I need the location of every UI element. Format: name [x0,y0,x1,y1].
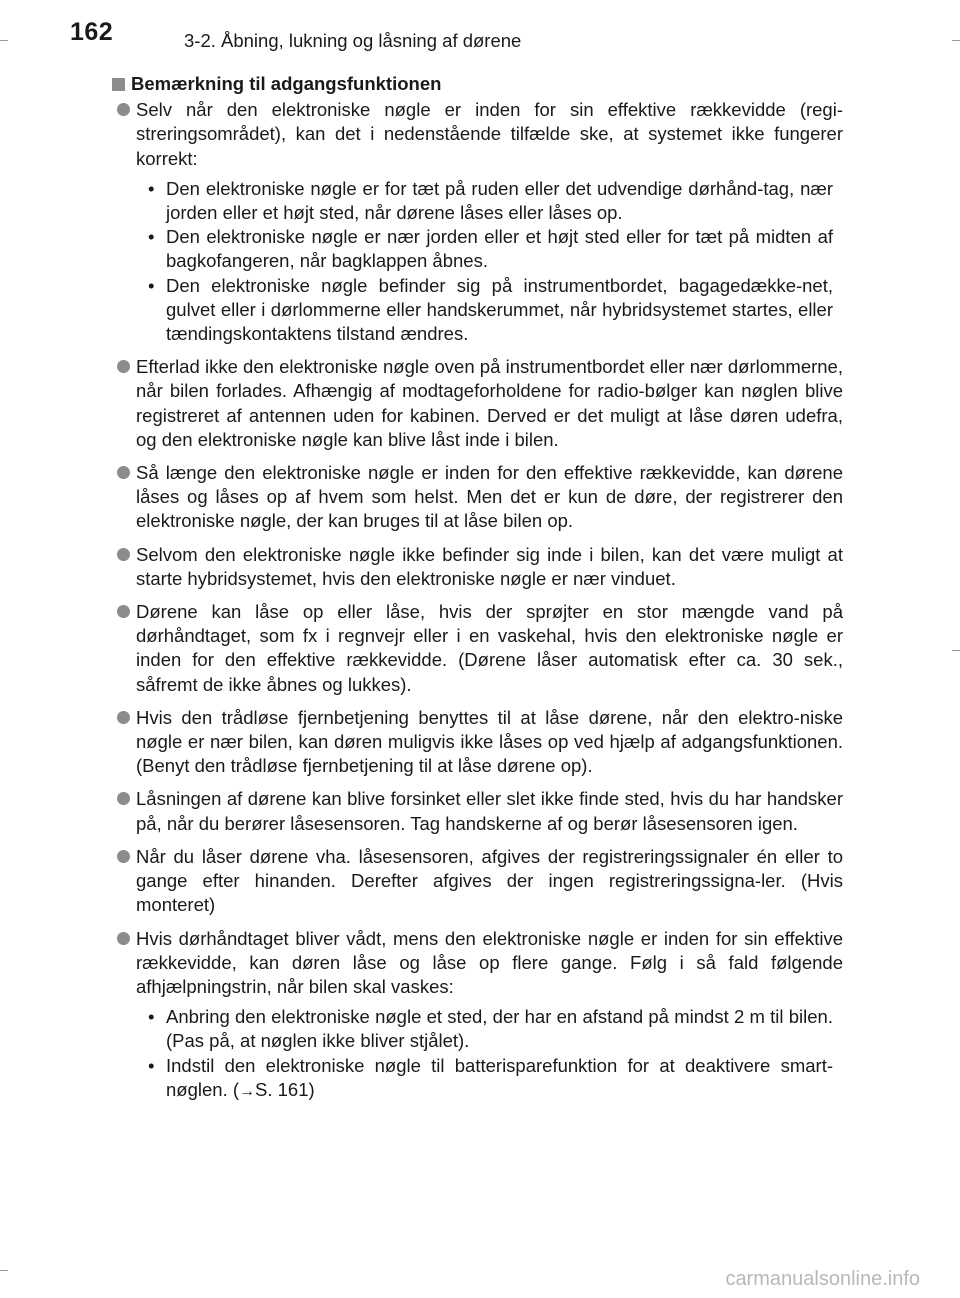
list-item [112,543,843,591]
item-text: Hvis den trådløse fjernbetjening benyttes til at låse dørene, når den elektro-niske nøgle er nær bilen, kan døren muligvis ikke låses op ved hjælp af adgangsfunktionen. (Benyt den trådløse fjernbetjening til at låse dørene op). [136,706,843,777]
dot-bullet: • [148,1054,155,1076]
page-number: 162 [70,18,114,46]
item-text: Så længe den elektroniske nøgle er inden for den effektive rækkevidde, kan dørene låses og låses op af hvem som helst. Men det er kun de døre, der registrerer den elektroniske nøgle, der kan bruges til at låse bilen op. [136,462,843,532]
circle-bullet-icon [117,548,130,561]
list-item [112,461,843,534]
crop-mark [0,40,8,41]
item-text: Efterlad ikke den elektroniske nøgle oven på instrumentbordet eller nær dørlommerne, når bilen forlades. Afhængig af modtageforholdene for radio-bølger kan nøglen blive registreret af antennen uden for kabinen. Derved er det muligt at låse døren udefra, og den elektroniske nøgle kan blive låst inde i bilen. [136,356,843,450]
section-heading [112,72,843,96]
circle-bullet-icon [117,360,130,373]
item-text: Låsningen af dørene kan blive forsinket eller slet ikke finde sted, hvis du har handsker på, når du berører låsesensoren. Tag handskerne af og berør låsesensoren igen. [136,788,843,834]
section-heading-text: Bemærkning til adgangsfunktionen [131,73,442,94]
item-text: Dørene kan låse op eller låse, hvis der sprøjter en stor mængde vand på dørhåndtaget, som fx i regnvejr eller i en vaskehal, hvis den elektroniske nøgle er inden for den effektive rækkevidde. (Dørene låser automatisk efter ca. 30 sek., såfremt de ikke åbnes og lukkes). [136,601,843,695]
sub-list [136,1005,843,1104]
item-text: Når du låser dørene vha. låsesensoren, afgives der registreringssignaler én eller to gange efter hinanden. Derefter afgives der ingen registreringssigna-ler. (Hvis monteret) [136,845,843,916]
crop-mark [952,40,960,41]
arrow-right-icon: → [239,1082,256,1100]
dot-bullet: • [148,177,155,199]
item-text: Hvis dørhåndtaget bliver vådt, mens den elektroniske nøgle er inden for sin effektive rækkevidde, kan døren låse og låse op flere gange. Følg i så fald følgende afhjælpningstrin, når bilen skal vaskes: [136,927,843,997]
square-bullet-icon [112,78,125,91]
item-text: Selvom den elektroniske nøgle ikke befinder sig inde i bilen, kan det være muligt at starte hybridsystemet, hvis den elektroniske nøgle er nær vinduet. [136,543,843,589]
sub-item-text: Anbring den elektroniske nøgle et sted, der har en afstand på mindst 2 m til bilen. (Pas på, at nøglen ikke bliver stjålet). [166,1006,833,1052]
page-reference-link[interactable]: S. 161) [255,1078,315,1100]
watermark-text: carmanualsonline.info [725,1268,920,1290]
item-text: Selv når den elektroniske nøgle er inden for sin effektive rækkevidde (regi-streringsområdet), kan det i nedenstående tilfælde ske, at systemet ikke fungerer korrekt: [136,99,843,169]
sub-item-text: Den elektroniske nøgle befinder sig på instrumentbordet, bagagedække-net, gulvet eller i dørlommerne eller handskerummet, når hybridsystemet startes, eller tændingskontaktens tilstand ændres. [166,274,833,345]
list-item [112,706,843,779]
sub-item [136,177,833,225]
crop-mark [952,650,960,651]
sub-list [136,177,843,346]
sub-item [136,225,833,273]
list-item [112,787,843,835]
circle-bullet-icon [117,932,130,945]
dot-bullet: • [148,226,155,248]
list-item [112,927,843,1104]
circle-bullet-icon [117,103,130,116]
section-header: 3-2. Åbning, lukning og låsning af dørene [184,30,522,51]
crop-mark [0,1270,8,1271]
dot-bullet: • [148,274,155,296]
list-item [112,845,843,918]
list-item [112,98,843,346]
manual-content [112,72,843,1113]
sub-item-text: Indstil den elektroniske nøgle til batterisparefunktion for at deaktivere smart-nøglen. ( [166,1054,833,1100]
circle-bullet-icon [117,605,130,618]
circle-bullet-icon [117,466,130,479]
sub-item-text: Den elektroniske nøgle er for tæt på ruden eller det udvendige dørhånd-tag, nær jorden eller et højt sted, når dørene låses eller låses op. [166,177,833,224]
sub-item-text: Den elektroniske nøgle er nær jorden eller et højt sted eller for tæt på midten af bagkofangeren, når bagklappen åbnes. [166,226,833,272]
list-item [112,355,843,452]
circle-bullet-icon [117,792,130,805]
sub-item [136,1054,833,1104]
dot-bullet: • [148,1006,155,1028]
list-item [112,600,843,697]
circle-bullet-icon [117,711,130,724]
sub-item [136,274,833,347]
circle-bullet-icon [117,850,130,863]
sub-item [136,1005,833,1053]
